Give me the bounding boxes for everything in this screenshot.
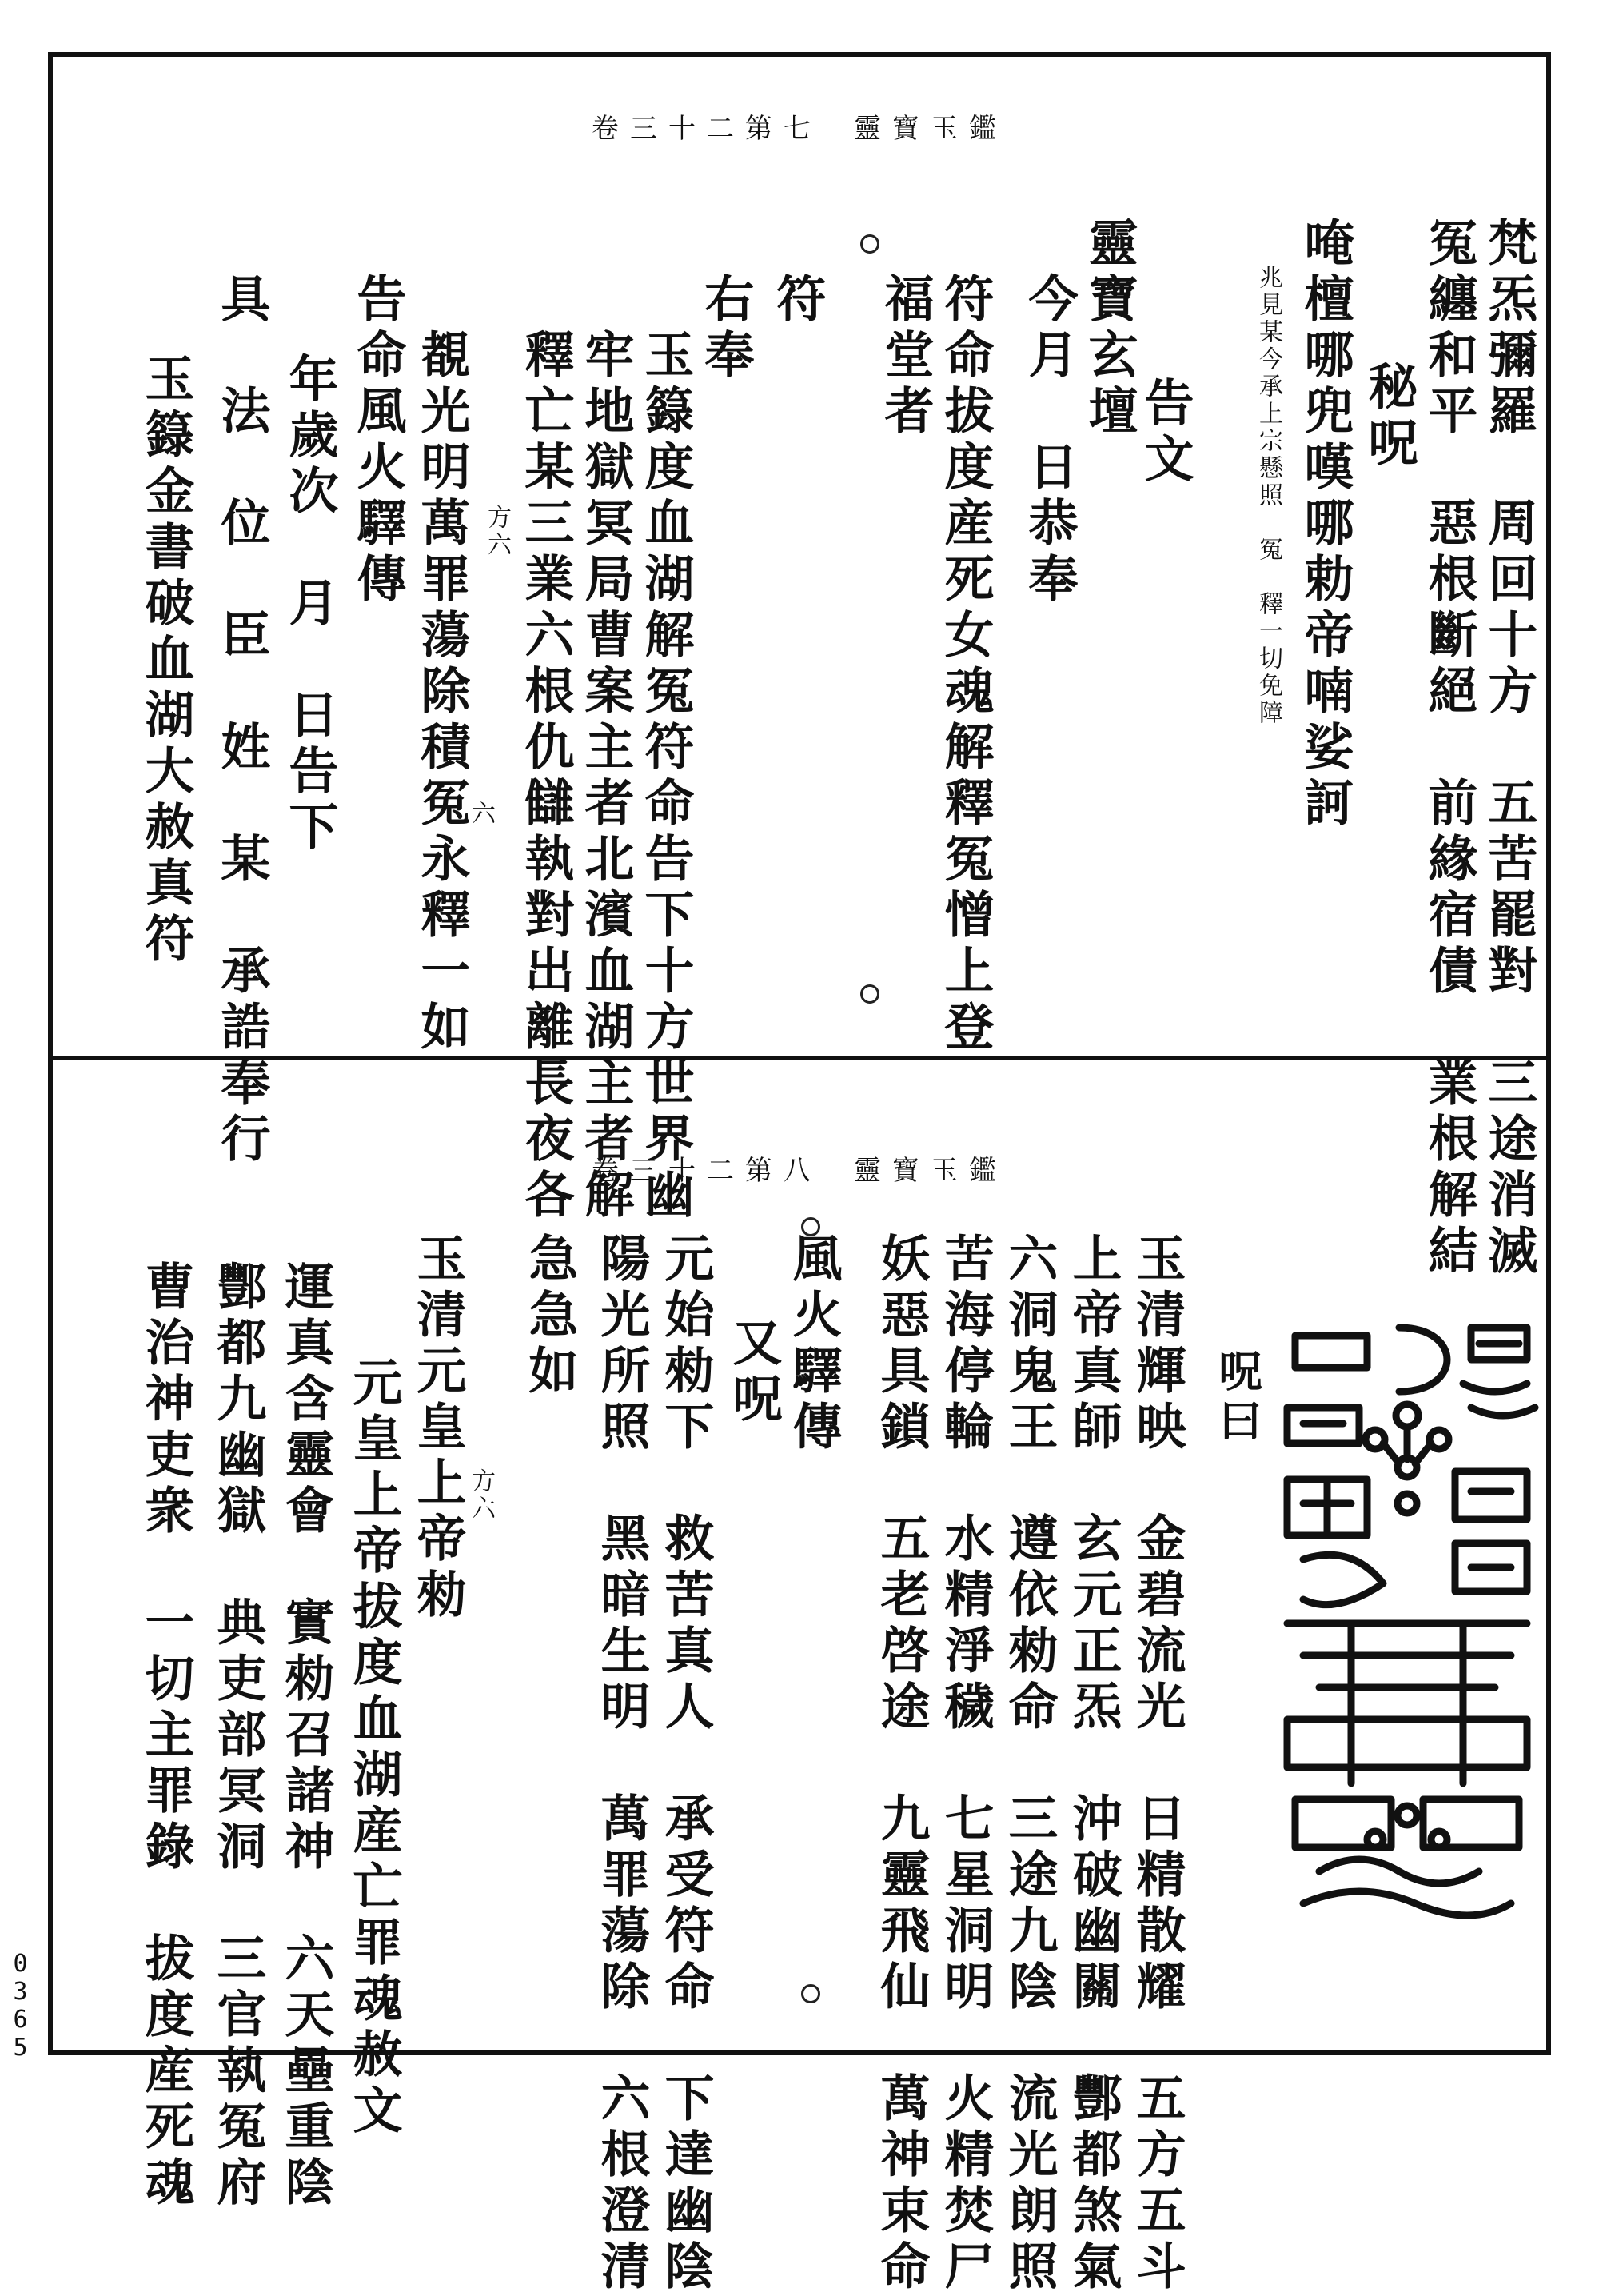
text-column: 玉清元皇上帝勑 bbox=[409, 1232, 467, 1624]
text-column: 秘呪 bbox=[1360, 361, 1418, 473]
text-column: 運真含靈會 實勑召諸神 六天壘重陰 bbox=[277, 1260, 335, 2212]
upper-header bbox=[53, 106, 1546, 146]
text-column: 風火驛傳 bbox=[784, 1232, 843, 1456]
text-column: 符 bbox=[768, 273, 827, 329]
text-column: 玉籙金書破血湖大赦真符 bbox=[137, 353, 195, 968]
margin-circle-marker bbox=[801, 1984, 820, 2003]
text-column: 梵炁彌羅 周回十方 五苦罷對 三途消滅 bbox=[1480, 217, 1538, 1280]
text-column: 陽光所照 黑暗生明 萬罪蕩除 六根澄清 bbox=[592, 1232, 651, 2296]
text-column: 酆都九幽獄 典吏部冥洞 三官執冤府 bbox=[209, 1260, 267, 2212]
lower-header bbox=[53, 1148, 1546, 1188]
text-column: 牢地獄冥局曹案主者北濱血湖主者解 bbox=[576, 329, 635, 1224]
lower-header-left: 靈寶玉鑑 bbox=[854, 1155, 1007, 1187]
upper-header-left: 靈寶玉鑑 bbox=[854, 113, 1007, 145]
text-column: 今月 日恭奉 bbox=[1020, 273, 1079, 609]
text-column: 六洞鬼王 遵依勑命 三途九陰 流光朗照 bbox=[1000, 1232, 1059, 2296]
text-column: 妖惡具鎖 五老啓途 九靈飛仙 萬神束命 bbox=[872, 1232, 931, 2296]
margin-circle-marker bbox=[860, 984, 879, 1004]
page-number: 0365 bbox=[6, 1950, 34, 2062]
text-column: 右奉 bbox=[696, 273, 755, 385]
text-column: 玉清輝映 金碧流光 日精散耀 五方五斗 bbox=[1128, 1232, 1186, 2296]
text-column: 苦海停輪 水精淨穢 七星洞明 火精焚尸 bbox=[936, 1232, 995, 2296]
upper-header-right: 卷三十二第七 bbox=[592, 113, 822, 145]
text-column: 元皇上帝拔度血湖産亡罪魂赦文 bbox=[345, 1356, 403, 2140]
text-column: 釋亡某三業六根仇讎執對出離長夜各 bbox=[516, 329, 575, 1224]
text-column: 符命拔度産死女魂解釋冤憎上登 bbox=[936, 273, 995, 1056]
text-column: 又呪 bbox=[724, 1316, 783, 1428]
text-column: 元始勑下 救苦真人 承受符命 下達幽陰 bbox=[656, 1232, 715, 2296]
text-column: 呪曰 bbox=[1212, 1348, 1263, 1447]
text-column: 覩光明萬罪蕩除積冤永釋一如 bbox=[413, 329, 471, 1056]
text-column: 曹治神吏衆 一切主罪錄 拔度産死魂 bbox=[137, 1260, 195, 2212]
small-note: 六 bbox=[467, 801, 495, 828]
talisman-fu-seal bbox=[1271, 1320, 1543, 1927]
margin-circle-marker bbox=[860, 234, 879, 254]
text-column: 玉籙度血湖解冤符命告下十方世界幽 bbox=[636, 329, 695, 1224]
text-column: 急急如 bbox=[520, 1232, 579, 1400]
text-column: 冤纏和平 惡根斷絕 前緣宿債 業根解結 bbox=[1420, 217, 1478, 1280]
text-column: 告文 bbox=[1136, 377, 1194, 489]
text-column: 唵檀哪兜嘆哪勅帝喃娑訶 bbox=[1296, 217, 1354, 833]
text-column: 具 法 位 臣 姓 某 承誥奉行 bbox=[213, 273, 271, 1168]
small-note: 兆見某今承上宗懸照 冤 釋一切免障 bbox=[1254, 265, 1282, 727]
small-note: 方六 bbox=[483, 505, 511, 559]
text-column: 靈寶玄壇 bbox=[1080, 217, 1138, 441]
small-note: 方六 bbox=[467, 1468, 495, 1523]
text-column: 年歲次 月 日告下 bbox=[281, 353, 339, 857]
lower-header-right: 卷三十二第八 bbox=[592, 1155, 822, 1187]
text-column: 福堂者 bbox=[876, 273, 935, 441]
text-column: 上帝真師 玄元正炁 沖破幽關 酆都煞氣 bbox=[1064, 1232, 1122, 2296]
text-column: 告命風火驛傳 bbox=[349, 273, 407, 609]
